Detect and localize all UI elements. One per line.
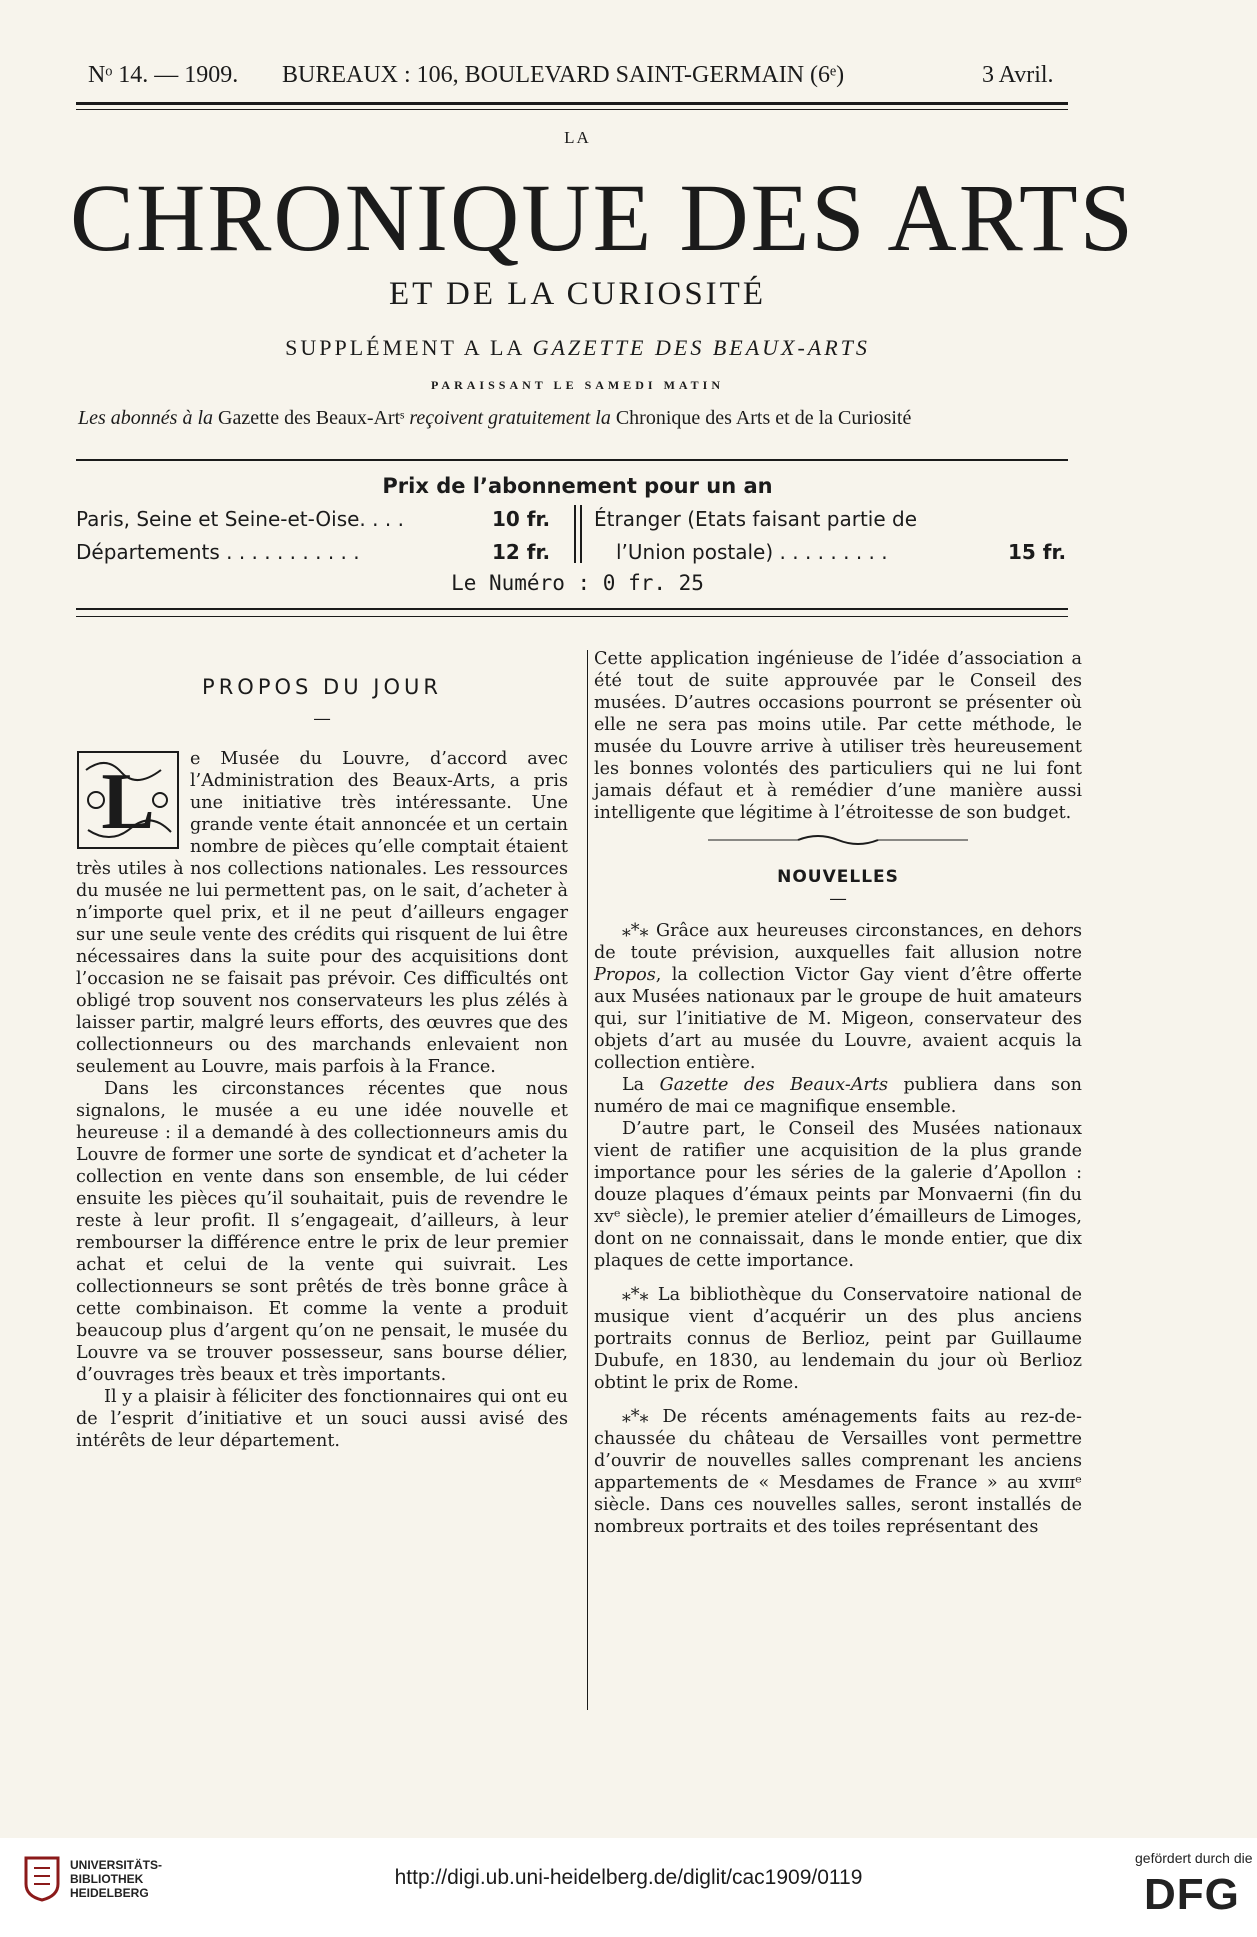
nouvelles-dash: — [829, 889, 847, 909]
propos-paragraph-1: e Musée du Louvre, d’accord avec l’Administration des Beaux-Arts, a pris une initiative très intéressante. Une grande vente était annoncée et un certain nombre de pièces qu’elle comptait étaient très utiles à nos collections nationales. Les ressources du musée ne lui permettent pas, on le sait, d’acheter à n’importe quel prix, et il ne peut d’ailleurs engager sur une seule vente des crédits qui risquent de lui être nécessaires dans la suite pour des acquisitions dont l’occasion ne se faisait pas prévoir. Ces difficultés ont obligé trop souvent nos conservateurs les plus zélés à laisser partir, malgré leurs efforts, des œuvres que des collectionneurs ou des marchands enlevaient non seulement au Louvre, mais parfois à la France. [76, 749, 568, 1077]
asterism-3: ⁎*⁎ [622, 1407, 649, 1427]
viewer-footer [0, 1838, 1257, 1937]
price-etranger: 15 fr. [1008, 540, 1067, 564]
prices-rule-thin [76, 616, 1068, 617]
news-item-1-em: Propos [594, 965, 656, 985]
asterism-1: ⁎*⁎ [622, 921, 649, 941]
news-item-1-text: Grâce aux heureuses circonstances, en dehors de toute prévision, auxquelles fait allusion notre [594, 921, 1082, 963]
issue-header [70, 62, 1068, 94]
propos-paragraph-3: Il y a plaisir à féliciter des fonctionnaires qui ont eu de l’esprit d’initiative et un souci aussi avisé des intérêts de leur département. [76, 1387, 568, 1451]
supplement-prefix: SUPPLÉMENT A LA [285, 335, 525, 360]
news-item-3: D’autre part, le Conseil des Musées nationaux vient de ratifier une acquisition de la plus grande importance pour les séries de la galerie d’Apollon : douze plaques d’émaux peints par Monvaerni (fin du xvᵉ siècle), le premier atelier d’émailleurs de Limoges, dont on ne connaissait, dans le monde entier, que dix plaques de cette importance. [594, 1119, 1082, 1271]
price-depts: 12 fr. [492, 540, 551, 564]
subscribers-note [78, 407, 1068, 430]
dfg-logo: DFG [1144, 1870, 1240, 1919]
news-item-1 [594, 920, 1082, 1074]
nouvelles-title: NOUVELLES [777, 867, 899, 887]
propos-dash: — [313, 709, 331, 729]
news-item-2-a: La [622, 1075, 645, 1095]
news-item-2-b: publiera dans son numéro de mai ce magnifique ensemble. [594, 1075, 1082, 1117]
header-rule [76, 102, 1068, 105]
issue-number: Nᵒ 14. — 1909. [88, 62, 239, 88]
price-paris-label: Paris, Seine et Seine-et-Oise. . . . [76, 507, 404, 531]
bureaux-address: BUREAUX : 106, BOULEVARD SAINT-GERMAIN (6ᵉ) [282, 62, 845, 88]
price-etranger-label-1: Étranger (Etats faisant partie de [594, 507, 918, 531]
ornament-divider-icon [688, 832, 988, 848]
publication-schedule: PARAISSANT LE SAMEDI MATIN [430, 378, 725, 392]
dropcap-ornament-icon [76, 750, 180, 850]
funding-note: gefördert durch die [1135, 1850, 1253, 1866]
price-etranger-label-2: l’Union postale) . . . . . . . . . [616, 540, 888, 564]
subscribers-note-d: Chronique des Arts et de la Curiosité [615, 407, 912, 429]
propos-title: PROPOS DU JOUR [202, 675, 442, 699]
masthead-rule [76, 459, 1068, 461]
asterism-2: ⁎*⁎ [622, 1285, 649, 1305]
news-item-5-text: De récents aménagements faits au rez-de-chaussée du château de Versailles vont permettre d’ouvrir de nouvelles salles comprenant les anciens appartements de « Mesdames de France » au xvɪɪɪᵉ siècle. Dans ces nouvelles salles, seront installés de nombreux portraits et des toiles représentant des [594, 1407, 1083, 1537]
library-line-2: BIBLIOTHEK [70, 1872, 144, 1886]
column-divider [587, 650, 588, 1710]
news-item-2-em: Gazette des Beaux-Arts [659, 1075, 889, 1095]
news-item-5 [594, 1406, 1082, 1538]
left-column [76, 676, 568, 1452]
masthead-title: CHRONIQUE DES ARTS [70, 164, 1135, 271]
section-ornament [594, 832, 1082, 854]
subscribers-note-a: Les abonnés à la [78, 407, 213, 429]
propos-paragraph-2: Dans les circonstances récentes que nous signalons, le musée a eu une idée nouvelle et heureuse : il a demandé à des collectionneurs amis du Louvre de former une sorte de syndicat et d’acheter la collection en vente dans son ensemble, de lui céder ensuite les pièces qu’il souhaitait, puis de revendre le reste à leur profit. Il s’engageait, d’ailleurs, à leur rembourser la différence entre le prix de leur premier achat et celui de la vente qui suivrait. Les collectionneurs se sont prêtés de très bonne grâce à cette combinaison. Et comme la vente a produit beaucoup plus d’argent qu’on ne pensait, le musée du Louvre va se trouver possesseur, sans bourse délier, d’ouvrages très beaux et très importants. [76, 1079, 568, 1385]
news-item-2 [594, 1074, 1082, 1118]
subscribers-note-b: Gazette des Beaux-Artˢ [218, 407, 405, 429]
price-depts-label: Départements . . . . . . . . . . . [76, 540, 360, 564]
single-issue-price: Le Numéro : 0 fr. 25 [451, 571, 704, 595]
news-item-4 [594, 1284, 1082, 1394]
price-divider-2 [580, 505, 582, 563]
header-rule-thin [76, 109, 1068, 110]
subscribers-note-c: reçoivent gratuitement la [409, 407, 611, 429]
masthead-article: LA [564, 128, 591, 147]
right-column [594, 648, 1082, 1538]
issue-date: 3 Avril. [982, 62, 1054, 88]
masthead-subtitle: ET DE LA CURIOSITÉ [389, 276, 766, 312]
supplement-journal: GAZETTE DES BEAUX-ARTS [532, 335, 870, 360]
prices-rule [76, 608, 1068, 610]
subscription-title: Prix de l’abonnement pour un an [382, 474, 773, 498]
ornate-dropcap [76, 750, 180, 850]
supplement-line [0, 335, 1155, 361]
news-item-1-text-b: , la collection Victor Gay vient d’être offerte aux Musées nationaux par le groupe de huit amateurs qui, sur l’initiative de M. Migeon, conservateur des objets d’art au musée du Louvre, avaient acquis la collection entière. [594, 965, 1082, 1073]
price-paris: 10 fr. [492, 507, 551, 531]
news-item-4-text: La bibliothèque du Conservatoire national de musique vient d’acquérir un des plus anciens portraits connus de Berlioz, peint par Guillaume Dubufe, en 1830, au lendemain du jour où Berlioz obtint le prix de Rome. [594, 1285, 1083, 1393]
library-line-1: UNIVERSITÄTS- [70, 1858, 163, 1872]
source-url-link[interactable]: http://digi.ub.uni-heidelberg.de/diglit/cac1909/0119 [394, 1866, 863, 1889]
library-line-3: HEIDELBERG [70, 1886, 149, 1900]
price-divider-1 [574, 505, 576, 563]
propos-paragraph-4: Cette application ingénieuse de l’idée d’association a été tout de suite approuvée par le Conseil des musées. D’autres occasions pourront se présenter où elle ne sera pas moins utile. Par cette méthode, le musée du Louvre arrive à utiliser très heureusement les bonnes volontés des particuliers qui ne lui font jamais défaut et à remédier d’une manière aussi intelligente que légitime à l’étroitesse de son budget. [594, 649, 1082, 823]
dropcap-letter: L [101, 758, 155, 846]
